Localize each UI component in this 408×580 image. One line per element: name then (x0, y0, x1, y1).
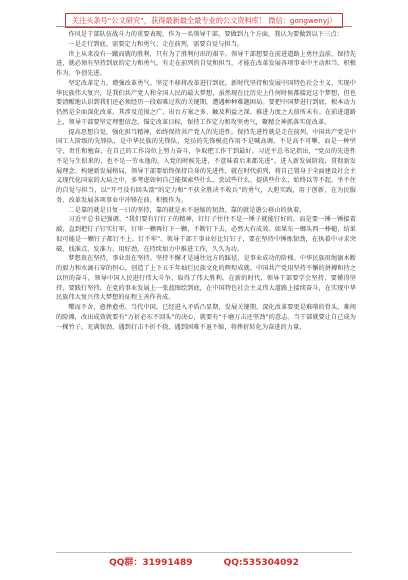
top-banner (0, 8, 408, 24)
paragraph: 二是靠的就是日复一日的坚持，靠的就是永不退缩的韧劲，靠的就是愚公移山的执着。 (68, 206, 306, 214)
paragraph: 一是走行到底，需要定力和勇气；走在前列，需要自觉与担当。 (68, 40, 244, 48)
paragraph: 梦想贵在坚持，事业贵在坚持。坚持不懈才是通往远方的踩径，是事业成功的阶梯。中华民族用绳锯木断的毅力和水滴石穿的恒心，创造了上下五千年灿烂民族文化的辉煌成就。中国共产党用坚持不懈的拼搏和持之以恒的奋斗，领导中国人民进行伟大斗争、取得了伟大胜利。在新的时代，领导干部要学会坚持，要懂得坚持，要践行坚持，在党的事业发展上一张蓝图绘到底，在中国特色社会主义伟大道路上接续奋斗，在实现中华民族伟大复兴伟大梦想的征程上善作善成。 (56, 255, 356, 302)
paragraph: 坚定改革定力，增强改革勇气。坚定不移将改革进行到底。新时代坚持和发展中国特色社会主义，实现中华民族伟大复兴，是我们共产党人和全国人民的最大梦想，虽然现在比历史上任何时候都接近这个梦想，但也要清醒地认识到我们还必须经历一段艰难过坎的关键期，遭遇种种难题困局。要把中国梦进行到底，根本动力仍然是全面深化改革。其涉及范围之广、出台方案之多、触及利益之深、推进力度之大前所未有。在前进道路上，领导干部要坚定理想信念，锚定改革目标，保持工作定力和攻坚勇气，聚精会神抓落实促改革。 (56, 79, 356, 126)
paragraph: 提高思想自觉，强化担当精神，始终保持共产党人的先进性。保持先进性就是走在前列。中国共产党是中国工人阶级的先锋队，是中华民族的先锋队，党员的先锋模范作用不是喊高调，不是高不可攀，而是一种坚守、责任和勉奋，在自己的工作岗位上努力奋斗，争取把工作干到最好。习近平总书记指出，“党员的先进性不是与生俱来的，也不是一劳永逸的，入党的时候先进，不意味着后来都先进”。进入新发展阶段，贯彻新发展理念、构建新发展格局，领导干部要始终保持自身的先进性，就在时代前列，将自己置身于全面建设社会主义现代化国家的大局之中，多考虑如何自己能探索些什么、尝试些什么、提供些什么，始终以等不起、坐不住的自觉与担当，以“开弓没有回头箭”的定力和“不获全胜决不收兵”的勇气，大胆实践，用于创新，在为民服务、改革发展各项事业中冲锋在前、积极作为。 (56, 128, 356, 204)
footer-qq-group: QQ群：31991489 (109, 558, 193, 568)
footer-qq: QQ:535304092 (223, 558, 299, 568)
paragraph: 作风是干部队伍战斗力的重要表现，作为一名领导干部，要做到九个方面，我认为要做到以下三点： (68, 31, 343, 38)
paragraph: 习近平总书记强调，“我们要有钉钉子的精神，钉钉子往往不是一锤子就能钉好的，而是要一锤一锤接着敲，直到把钉子钉实钉牢，钉牢一颗再钉下一颗，不断钉下去，必然大有成效。如果东一榔头西一棒槌，结果很可能是一颗钉子都钉不上。钉不牢”。领导干部干事业好比钉钉子，要在坚持中锤炼韧劲，在执着中寻求突破，找准点、发准力、用好劲，在持续加力中推进工作，久久为功。 (56, 216, 356, 253)
paragraph: 世上从来没有一蹴而就的胜利，只有为了胜利付出的艰辛。领导干部想要在前进道路上勇往直前、保持先进，就必须有坚持到底的定力和勇气，有走在前列的自觉和担当，才能在改革发展各项事业中主动担当、积极作为、争创先进。 (56, 50, 356, 77)
footer (0, 555, 408, 571)
header-divider (56, 26, 352, 27)
banner-text: 关注头条号“公文研究”，获得最新最全最专业的公文资料库！ 微信：gongwenyj） (65, 13, 344, 28)
footer-divider (56, 552, 352, 553)
paragraph: 嘤而不舍，愈挫愈勇。当代中国，已经进入矛盾凸显期，发展关键期，深化改革要更是难啃的骨头、难闯的险滩，改出成效就要有“万折必东不回头”的决心，就要有“千磨万击还坚劲”的意志。当干部就要让自己成为一棵竹子，充满韧劲、遇到打击不折不挠，遇到困难不退不缩，将挫折转化为奋进的力量， (56, 304, 356, 331)
document-body (56, 30, 356, 548)
